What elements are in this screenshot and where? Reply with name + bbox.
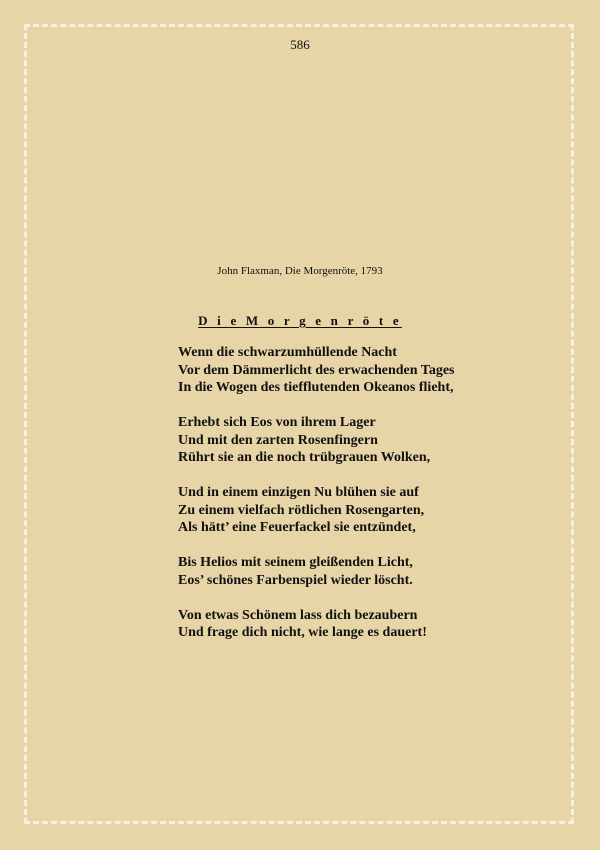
poem-line: Als hätt’ eine Feuerfackel sie entzündet, [178,520,416,535]
poem-line: Und in einem einzigen Nu blühen sie auf [178,485,419,500]
poem-line: Erhebt sich Eos von ihrem Lager [178,415,376,430]
poem-title: D i e M o r g e n r ö t e [198,313,402,328]
stanza [178,344,558,397]
poem-line: Wenn die schwarzumhüllende Nacht [178,345,397,360]
stanza [178,554,558,589]
poem-line: Rührt sie an die noch trübgrauen Wolken, [178,450,431,465]
poem-line: Eos’ schönes Farbenspiel wieder löscht. [178,572,413,588]
page-number: 586 [290,37,310,52]
poem [178,344,558,659]
image-caption: John Flaxman, Die Morgenröte, 1793 [217,265,383,277]
poem-line: Bis Helios mit seinem gleißenden Licht, [178,555,413,570]
poem-line: Vor dem Dämmerlicht des erwachenden Tages [178,362,455,378]
stanza [178,484,558,537]
poem-line: Und frage dich nicht, wie lange es dauert! [178,625,427,640]
poem-line: Und mit den zarten Rosenfingern [178,432,378,448]
poem-line: Zu einem vielfach rötlichen Rosengarten, [178,502,425,518]
stanza [178,414,558,467]
poem-line: Von etwas Schönem lass dich bezaubern [178,607,418,623]
stanza [178,607,558,642]
poem-line: In die Wogen des tiefflutenden Okeanos flieht, [178,380,454,395]
